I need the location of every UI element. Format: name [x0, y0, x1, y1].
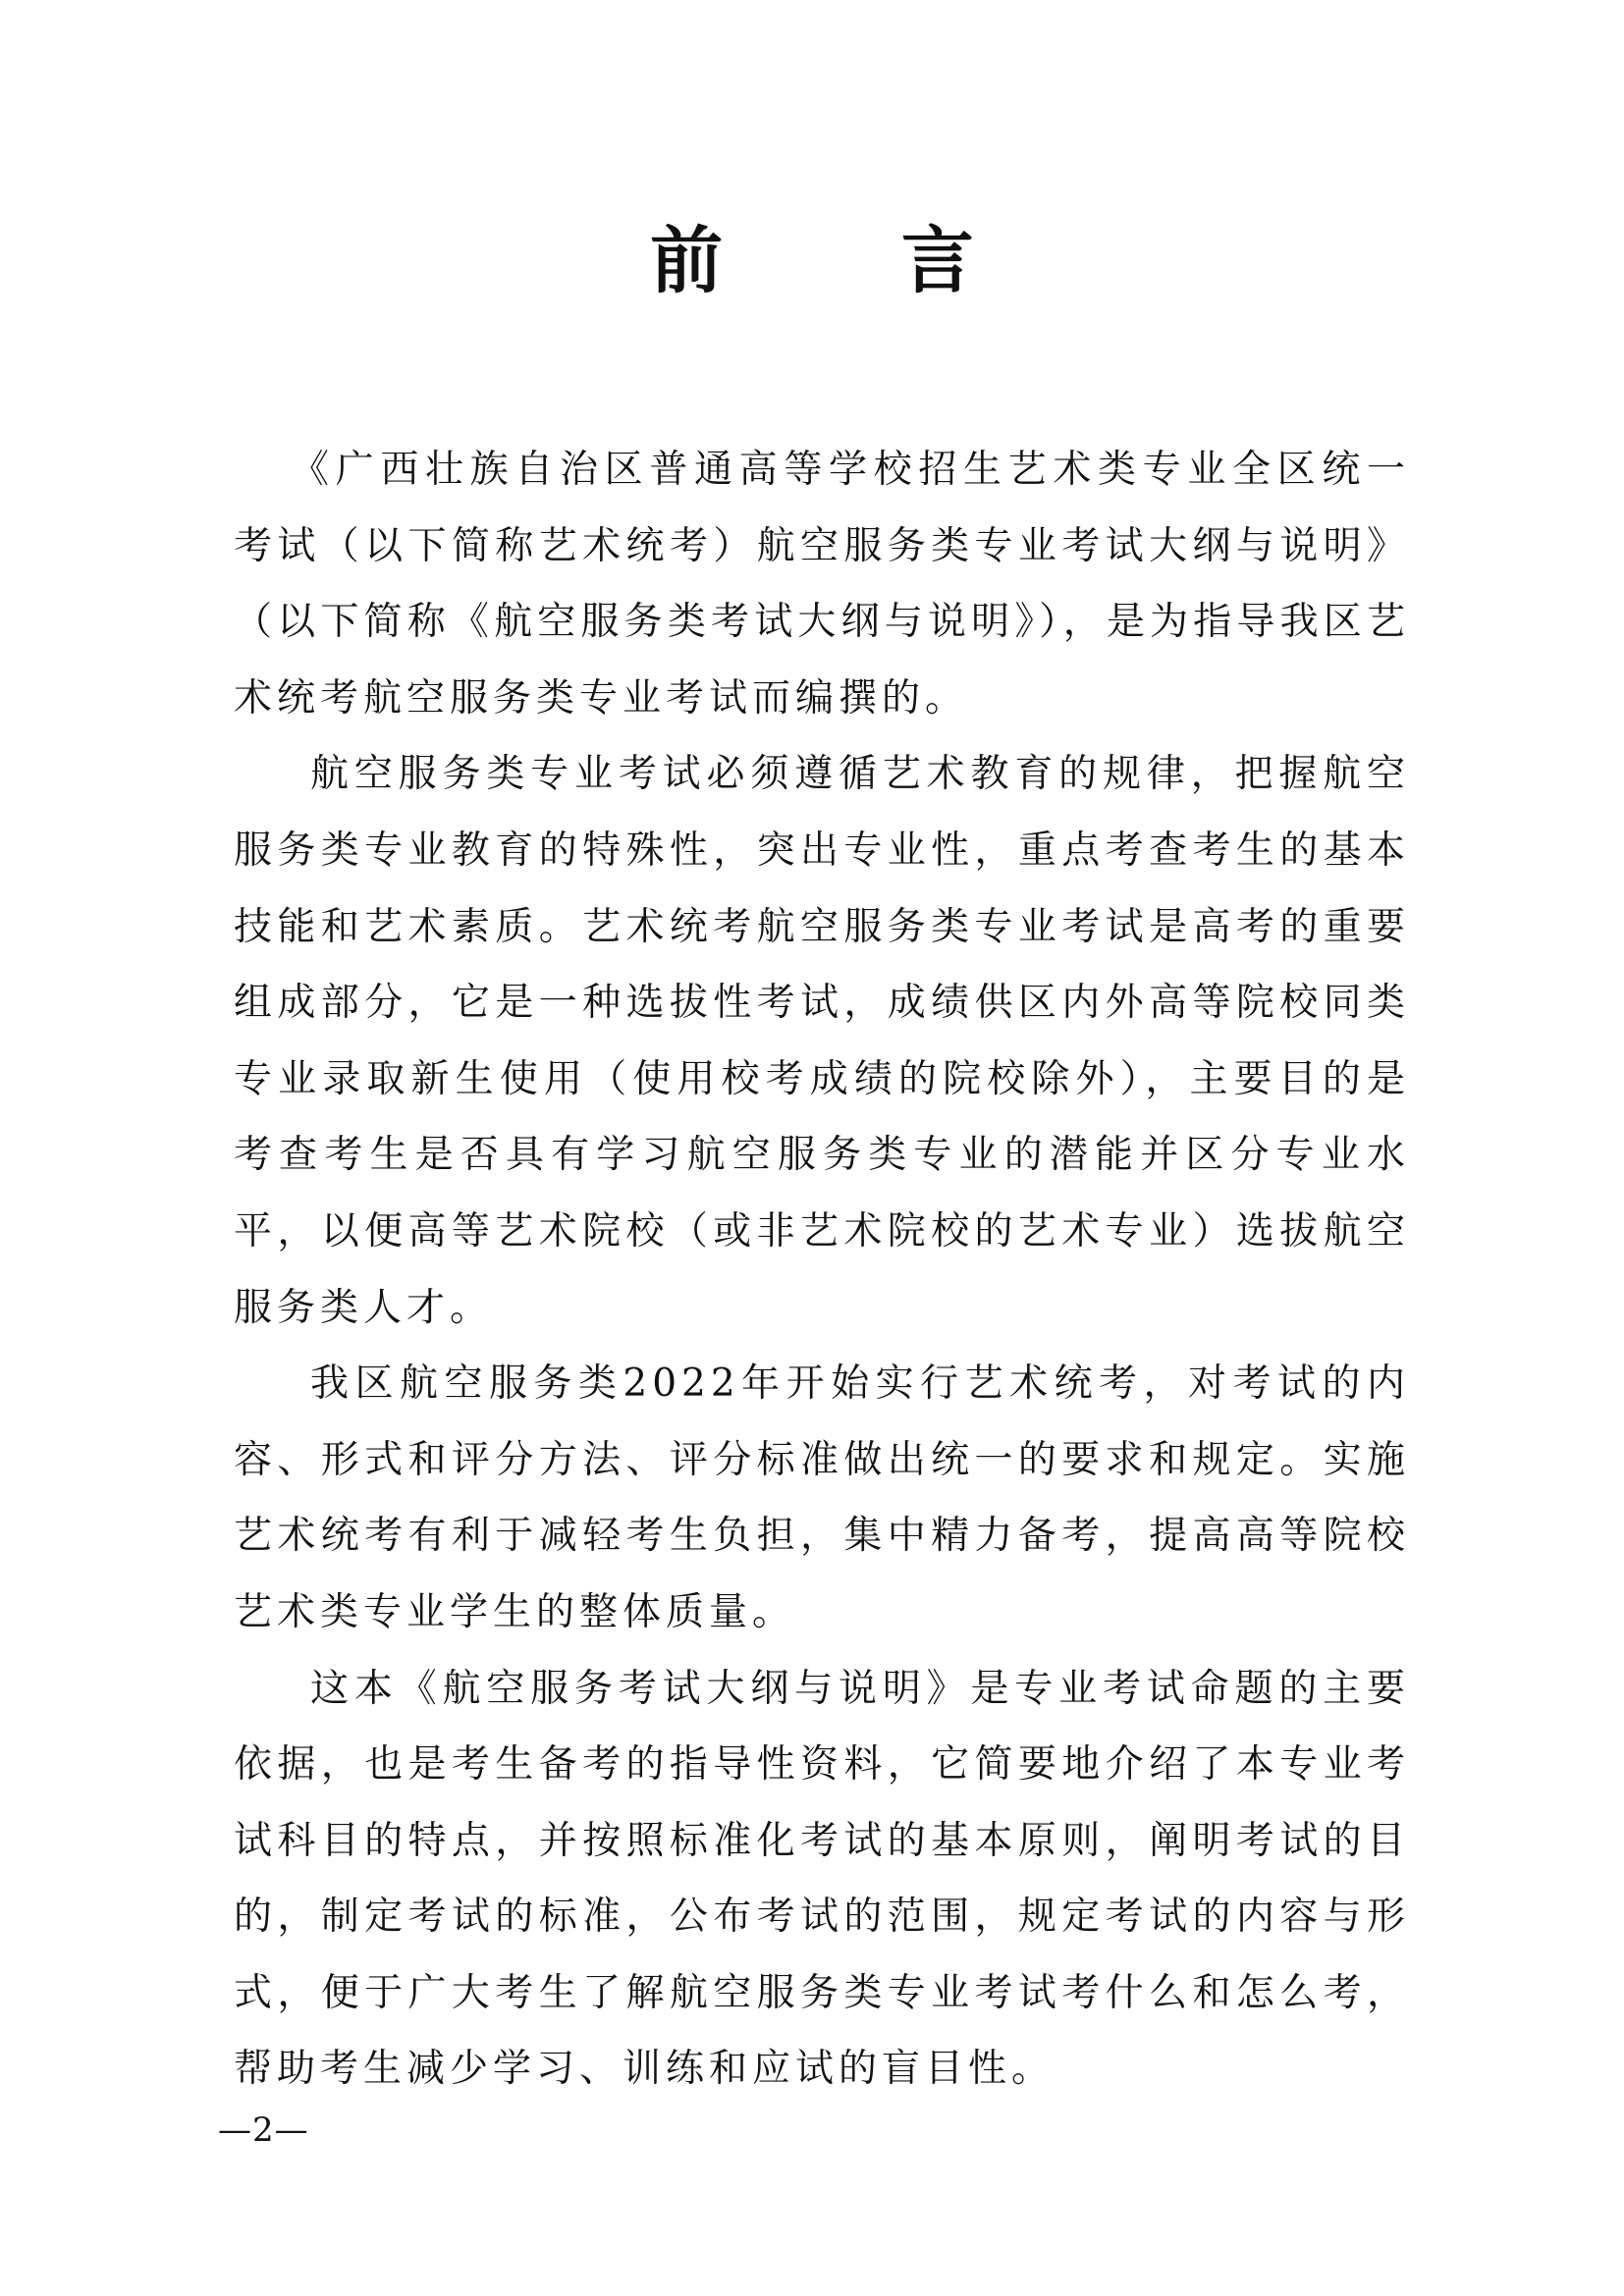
paragraph-4: 这本《航空服务考试大纲与说明》是专业考试命题的主要依据，也是考生备考的指导性资料，它简要地介绍了本专业考试科目的特点，并按照标准化考试的基本原则，阐明考试的目的，制定考试的标准，公布考试的范围，规定考试的内容与形式，便于广大考生了解航空服务类专业考试考什么和怎么考，帮助考生减少学习、训练和应试的盲目性。	[234, 1666, 1410, 2092]
body-text	[234, 432, 1410, 2108]
paragraph-3: 我区航空服务类2022年开始实行艺术统考，对考试的内容、形式和评分方法、评分标准做出统一的要求和规定。实施艺术统考有利于减轻考生负担，集中精力备考，提高高等院校艺术类专业学生的整体质量。	[234, 1362, 1410, 1634]
page-title: 前 言	[650, 219, 1051, 303]
paragraph-2: 航空服务类专业考试必须遵循艺术教育的规律，把握航空服务类专业教育的特殊性，突出专业性，重点考查考生的基本技能和艺术素质。艺术统考航空服务类专业考试是高考的重要组成部分，它是一种选拔性考试，成绩供区内外高等院校同类专业录取新生使用（使用校考成绩的院校除外），主要目的是考查考生是否具有学习航空服务类专业的潜能并区分专业水平，以便高等艺术院校（或非艺术院校的艺术专业）选拔航空服务类人才。	[234, 752, 1410, 1330]
page-number: —2—	[218, 2110, 309, 2150]
paragraph-1: 《广西壮族自治区普通高等学校招生艺术类专业全区统一考试（以下简称艺术统考）航空服务类专业考试大纲与说明》（以下简称《航空服务类考试大纲与说明》），是为指导我区艺术统考航空服务类专业考试而编撰的。	[234, 448, 1410, 721]
